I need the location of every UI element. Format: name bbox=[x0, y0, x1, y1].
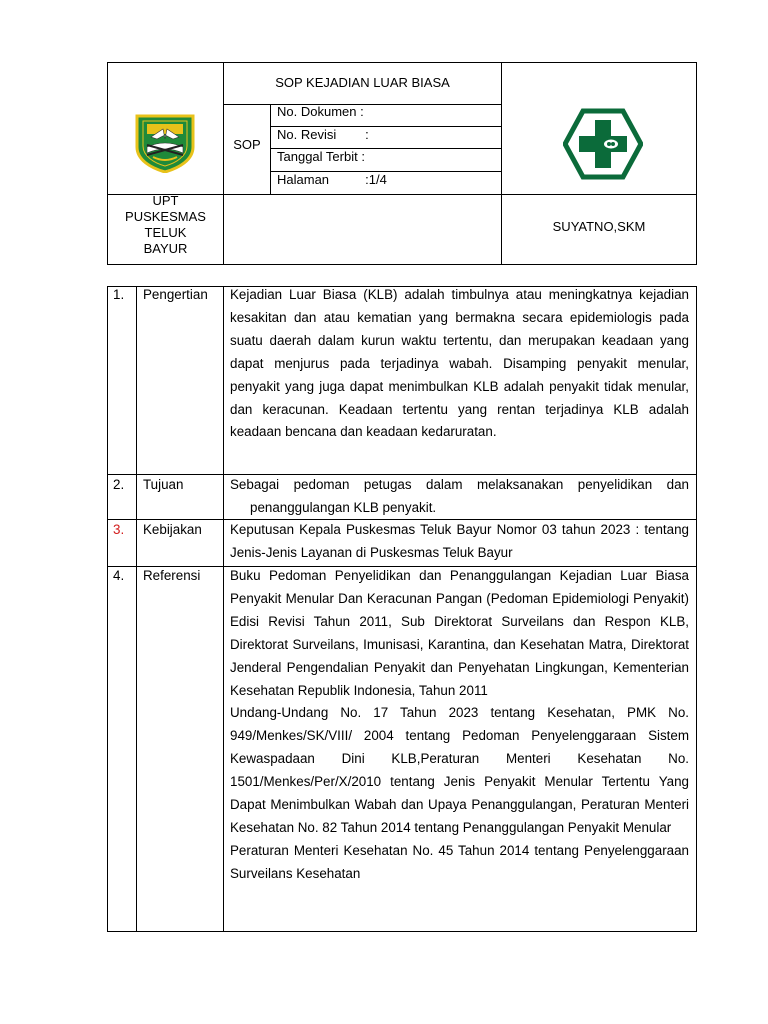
field-no-revisi: No. Revisi : bbox=[277, 127, 369, 142]
document-title: SOP KEJADIAN LUAR BIASA bbox=[275, 75, 450, 90]
section-body-kebijakan: Keputusan Kepala Puskesmas Teluk Bayur Nomor 03 tahun 2023 : tentang Jenis-Jenis Layanan di Puskesmas Teluk Bayur bbox=[230, 522, 689, 560]
org-name: UPT PUSKESMAS TELUK BAYUR bbox=[125, 193, 206, 256]
signatory-name: SUYATNO,SKM bbox=[552, 219, 646, 234]
field-tanggal-terbit: Tanggal Terbit : bbox=[277, 149, 365, 164]
regional-emblem-logo bbox=[133, 113, 197, 173]
section-title-kebijakan: Kebijakan bbox=[143, 522, 202, 537]
section-number: 3. bbox=[113, 522, 125, 537]
section-title-referensi: Referensi bbox=[143, 568, 201, 583]
section-number: 4. bbox=[113, 568, 125, 583]
puskesmas-logo bbox=[563, 108, 643, 180]
section-number: 1. bbox=[113, 287, 125, 302]
section-title-pengertian: Pengertian bbox=[143, 287, 208, 302]
section-body-tujuan: Sebagai pedoman petugas dalam melaksanakan penyelidikan dan penanggulangan KLB penyakit. bbox=[230, 477, 689, 515]
sop-label: SOP bbox=[233, 137, 261, 152]
field-halaman: Halaman :1/4 bbox=[277, 172, 387, 187]
section-title-tujuan: Tujuan bbox=[143, 477, 184, 492]
section-body-pengertian: Kejadian Luar Biasa (KLB) adalah timbulnya atau meningkatnya kejadian kesakitan dan atau kematian yang bermakna secara epidemiologis pada suatu daerah dalam kurun waktu tertentu, dan merupakan keadaan yang dapat menjurus pada terjadinya wabah. Disamping penyakit menular, penyakit yang juga dapat menimbulkan KLB adalah penyakit tidak menular, dan keracunan. Keadaan tertentu yang rentan terjadinya KLB adalah keadaan bencana dan keadaan kedaruratan. bbox=[230, 287, 689, 440]
section-body-referensi: Buku Pedoman Penyelidikan dan Penanggulangan Kejadian Luar Biasa Penyakit Menular Dan Keracunan Pangan (Pedoman Epidemiologi Penyakit) Edisi Revisi Tahun 2011, Sub Direktorat Surveilans dan Respon KLB, Direktorat Surveilans, Imunisasi, Karantina, dan Kesehatan Matra, Direktorat Jenderal Pengendalian Penyakit dan Penyehatan Lingkungan, Kementerian Kesehatan Republik Indonesia, Tahun 2011 Undang-Undang No. 17 Tahun 2023 tentang Kesehatan, PMK No. 949/Menkes/SK/VIII/ 2004 tentang Pedoman Penyelenggaraan Sistem Kewaspadaan Dini KLB,Peraturan Menteri Kesehatan No. 1501/Menkes/Per/X/2010 tentang Jenis Penyakit Menular Tertentu Yang Dapat Menimbulkan Wabah dan Upaya Penanggulangan, Peraturan Menteri Kesehatan No. 82 Tahun 2014 tentang Penanggulangan Penyakit Menular Peraturan Menteri Kesehatan No. 45 Tahun 2014 tentang Penyelenggaraan Surveilans Kesehatan bbox=[230, 568, 689, 881]
field-no-dokumen: No. Dokumen : bbox=[277, 104, 364, 119]
section-number: 2. bbox=[113, 477, 125, 492]
